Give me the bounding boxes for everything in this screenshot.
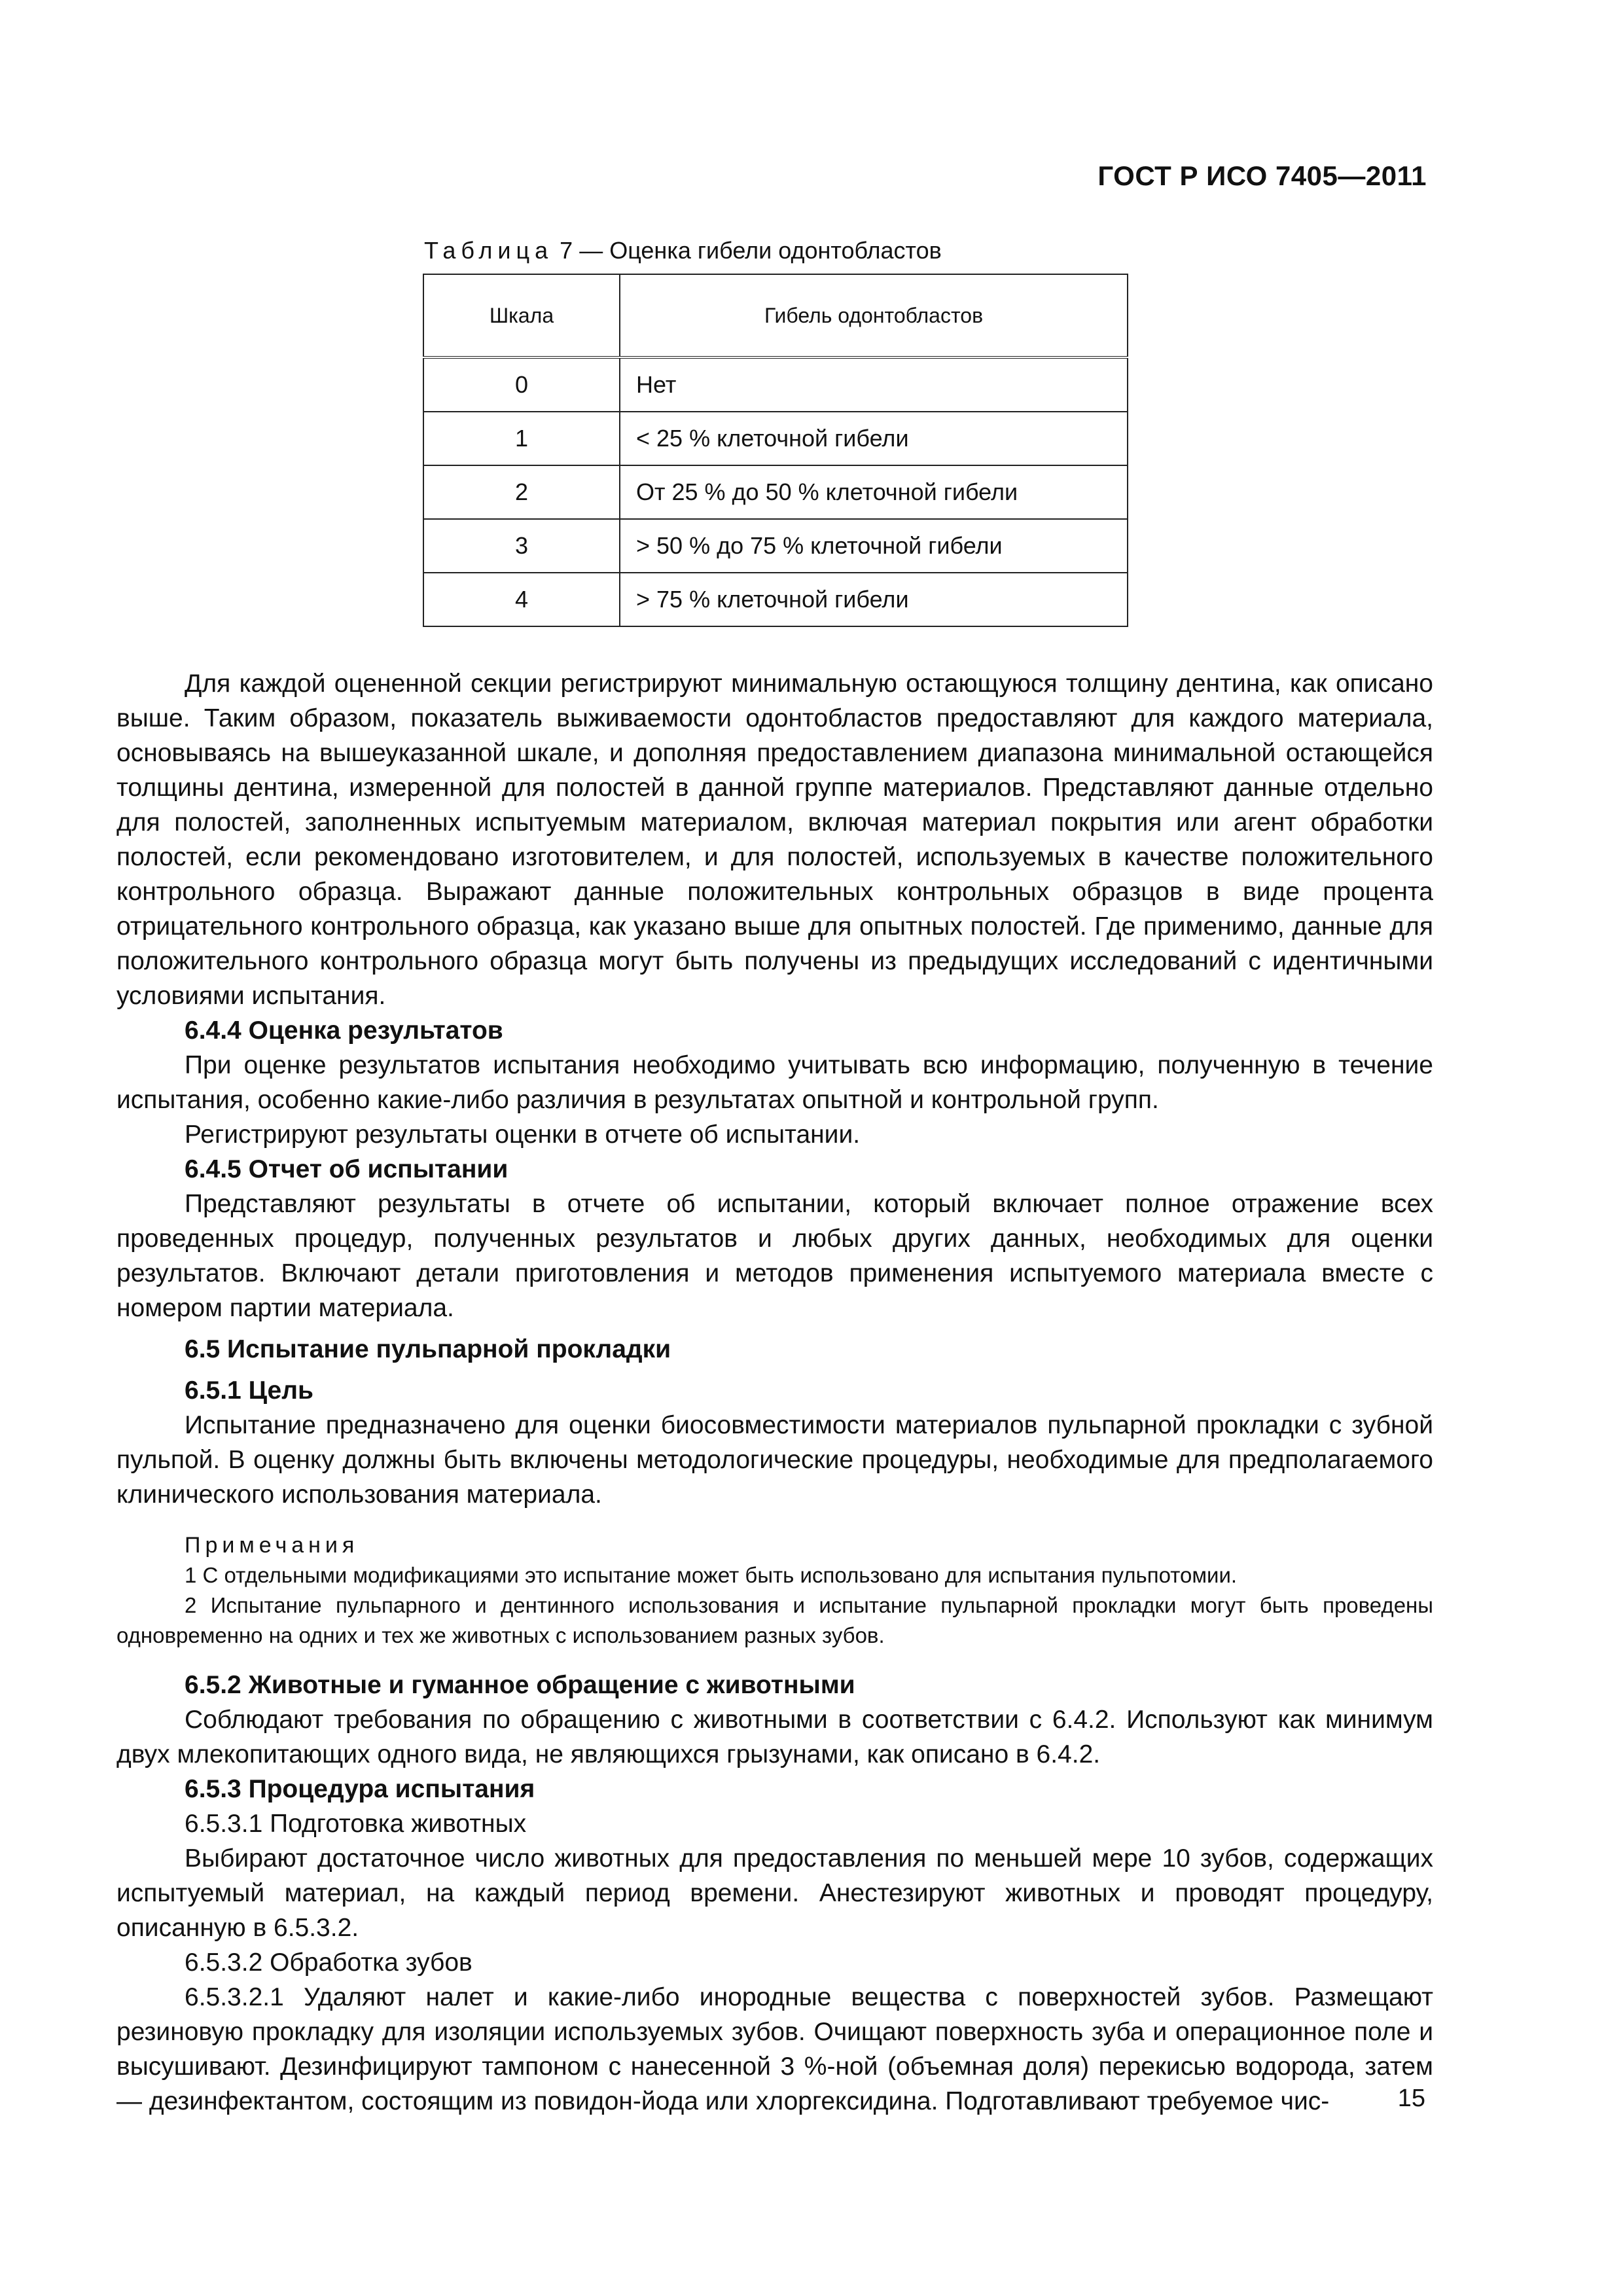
section-heading-6-4-5: 6.4.5 Отчет об испытании: [185, 1155, 508, 1183]
table-row: [423, 519, 1128, 573]
paragraph: Для каждой оцененной секции регистрируют минимальную остающуюся толщину дентина, как описано выше. Таким образом, показатель выживаемости одонтобластов предоставляют для каждого материала, основываясь на вышеуказанной шкале, и дополняя предоставлением диапазона минимальной остающейся толщины дентина, измеренной для полостей в данной группе материалов. Представляют данные отдельно для полостей, заполненных испытуемым материалом, включая материал покрытия или агент обработки полостей, если рекомендовано изготовителем, и для полостей, используемых в качестве положительного контрольного образца. Выражают данные положительных контрольных образцов в виде процента отрицательного контрольного образца, как указано выше для опытных полостей. Где применимо, данные для положительного контрольного образца могут быть получены из предыдущих исследований с идентичными условиями испытания.: [116, 670, 1433, 1010]
paragraph: Испытание предназначено для оценки биосовместимости материалов пульпарной прокладки с зубной пульпой. В оценку должны быть включены методологические процедуры, необходимые для предполагаемого клинического использования материала.: [116, 1411, 1433, 1509]
notes-title: Примечания: [185, 1533, 359, 1558]
section-heading-6-4-4: 6.4.4 Оценка результатов: [185, 1016, 503, 1045]
scale-cell: 0: [423, 357, 620, 412]
death-cell: > 50 % до 75 % клеточной гибели: [620, 519, 1128, 573]
note-item: 2 Испытание пульпарного и дентинного использования и испытание пульпарной прокладки могут быть проведены одновременно на одних и тех же животных с использованием разных зубов.: [116, 1593, 1433, 1647]
paragraph: При оценке результатов испытания необходимо учитывать всю информацию, полученную в течение испытания, особенно какие-либо различия в результатах опытной и контрольной групп.: [116, 1051, 1433, 1114]
column-header-scale: Шкала: [423, 274, 620, 357]
document-body: [116, 666, 1433, 2119]
section-heading-6-5: 6.5 Испытание пульпарной прокладки: [185, 1335, 671, 1363]
table-row: [423, 412, 1128, 465]
column-header-death: Гибель одонтобластов: [620, 274, 1128, 357]
page-number: 15: [1397, 2085, 1425, 2112]
paragraph: Представляют результаты в отчете об испытании, который включает полное отражение всех проведенных процедур, полученных результатов и любых других данных, необходимых для оценки результатов. Включают детали приготовления и методов применения испытуемого материала вместе с номером партии материала.: [116, 1190, 1433, 1322]
table-row: [423, 465, 1128, 519]
subsection-heading-6-5-3-1: 6.5.3.1 Подготовка животных: [185, 1810, 527, 1838]
scale-cell: 2: [423, 465, 620, 519]
table-caption-word: Таблица: [424, 237, 554, 264]
death-cell: < 25 % клеточной гибели: [620, 412, 1128, 465]
paragraph: Выбирают достаточное число животных для предоставления по меньшей мере 10 зубов, содержащих испытуемый материал, на каждый период времени. Анестезируют животных и проводят процедуру, описанную в 6.5.3.2.: [116, 1844, 1433, 1942]
scale-cell: 1: [423, 412, 620, 465]
table-header-row: [423, 274, 1128, 357]
subsection-heading-6-5-3-2: 6.5.3.2 Обработка зубов: [185, 1948, 473, 1977]
document-header: ГОСТ Р ИСО 7405—2011: [1097, 160, 1427, 191]
death-cell: От 25 % до 50 % клеточной гибели: [620, 465, 1128, 519]
death-cell: > 75 % клеточной гибели: [620, 573, 1128, 626]
note-item: 1 С отдельными модификациями это испытание может быть использовано для испытания пульпотомии.: [185, 1563, 1238, 1587]
paragraph: Соблюдают требования по обращению с животными в соответствии с 6.4.2. Используют как минимум двух млекопитающих одного вида, не являющихся грызунами, как описано в 6.4.2.: [116, 1706, 1433, 1768]
odontoblast-death-table: [423, 274, 1128, 627]
scale-cell: 4: [423, 573, 620, 626]
section-heading-6-5-3: 6.5.3 Процедура испытания: [185, 1775, 535, 1803]
paragraph: 6.5.3.2.1 Удаляют налет и какие-либо инородные вещества с поверхностей зубов. Размещают резиновую прокладку для изоляции используемых зубов. Очищают поверхность зуба и операционное поле и высушивают. Дезинфицируют тампоном с нанесенной 3 %-ной (объемная доля) перекисью водорода, затем — дезинфектантом, состоящим из повидон-йода или хлоргексидина. Подготавливают требуемое чис-: [116, 1983, 1433, 2115]
table-row: [423, 357, 1128, 412]
table-row: [423, 573, 1128, 626]
scale-cell: 3: [423, 519, 620, 573]
section-heading-6-5-2: 6.5.2 Животные и гуманное обращение с животными: [185, 1671, 855, 1699]
table-caption-title: 7 — Оценка гибели одонтобластов: [560, 237, 942, 264]
table-caption: [424, 237, 942, 264]
paragraph: Регистрируют результаты оценки в отчете об испытании.: [185, 1121, 861, 1149]
section-heading-6-5-1: 6.5.1 Цель: [185, 1376, 313, 1405]
death-cell: Нет: [620, 357, 1128, 412]
